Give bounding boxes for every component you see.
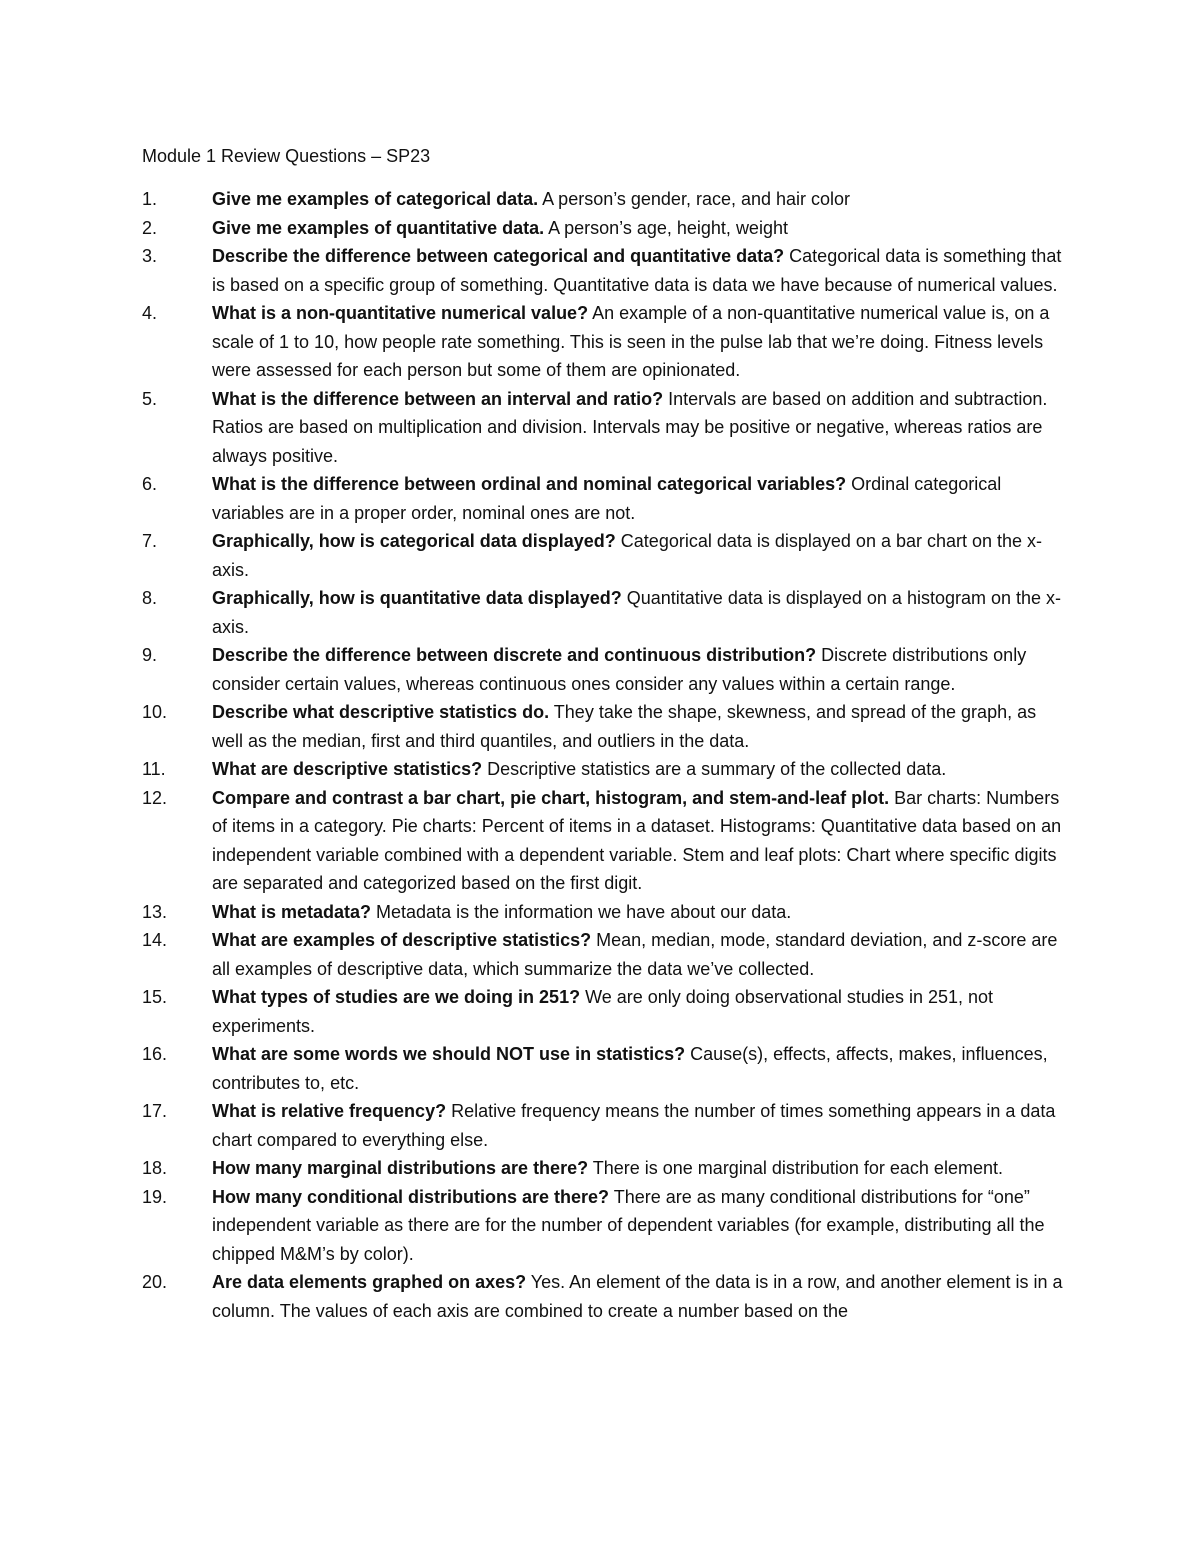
question-item (0, 1040, 1067, 1097)
question-item (0, 1097, 1067, 1154)
answer-text: They take the shape, skewness, and spread of the graph, as well as the median, first and third quantiles, and outliers in the data. (212, 702, 1037, 751)
question-number: 2. (142, 217, 158, 238)
question-item (0, 385, 1067, 471)
question-item (0, 1183, 1067, 1269)
question-number: 11. (142, 759, 166, 779)
question-text: Are data elements graphed on axes? (212, 1272, 527, 1292)
answer-text: Ordinal categorical variables are in a proper order, nominal ones are not. (212, 474, 1002, 523)
question-text: Give me examples of quantitative data. (212, 217, 545, 238)
question-text: What types of studies are we doing in 251? (212, 987, 581, 1007)
answer-text: Intervals are based on addition and subtraction. Ratios are based on multiplication and division. Intervals may be positive or negative, whereas ratios are always positive. (212, 388, 1048, 466)
answer-text: Cause(s), effects, affects, makes, influences, contributes to, etc. (212, 1044, 1048, 1093)
question-item (0, 926, 1067, 983)
answer-text: Metadata is the information we have about our data. (371, 901, 792, 922)
answer-text: There are as many conditional distributions for “one” independent variable as there are for the number of dependent variables (for example, distributing all the chipped M&M’s by color). (212, 1186, 1045, 1264)
question-item (0, 641, 1067, 698)
answer-text: There is one marginal distribution for each element. (588, 1158, 1003, 1178)
question-text: How many marginal distributions are there? (212, 1158, 589, 1178)
question-number: 12. (142, 787, 168, 808)
question-number: 20. (142, 1272, 168, 1292)
question-text: Compare and contrast a bar chart, pie chart, histogram, and stem-and-leaf plot. (212, 787, 890, 808)
answer-text: Quantitative data is displayed on a histogram on the x-axis. (212, 588, 1062, 637)
question-number: 13. (142, 901, 168, 922)
question-number: 15. (142, 987, 168, 1007)
answer-text: Discrete distributions only consider certain values, whereas continuous ones consider any values within a certain range. (212, 645, 1027, 694)
question-item (0, 214, 1067, 243)
question-item (0, 983, 1067, 1040)
question-text: What are some words we should NOT use in statistics? (212, 1044, 686, 1064)
question-item (0, 584, 1067, 641)
answer-text: Relative frequency means the number of times something appears in a data chart compared to everything else. (212, 1101, 1056, 1150)
question-item (0, 755, 1067, 784)
question-number: 8. (142, 588, 158, 608)
question-text: What is the difference between an interval and ratio? (212, 388, 664, 409)
question-number: 17. (142, 1101, 168, 1121)
question-number: 7. (142, 531, 158, 551)
question-item (0, 1154, 1067, 1183)
question-number: 14. (142, 930, 168, 950)
question-item (0, 470, 1067, 527)
answer-text: We are only doing observational studies in 251, not experiments. (212, 987, 994, 1036)
question-list (0, 185, 1200, 1325)
question-item (0, 698, 1067, 755)
answer-text: Categorical data is something that is based on a specific group of something. Quantitative data is data we have because of numerical values. (212, 246, 1062, 295)
question-number: 3. (142, 246, 158, 266)
question-number: 9. (142, 645, 158, 665)
question-number: 6. (142, 474, 158, 494)
question-text: Give me examples of categorical data. (212, 189, 539, 209)
question-text: How many conditional distributions are there? (212, 1186, 610, 1207)
answer-text: A person’s age, height, weight (544, 217, 788, 238)
question-text: Describe the difference between categorical and quantitative data? (212, 246, 785, 266)
question-item (0, 1268, 1067, 1325)
question-number: 10. (142, 702, 168, 722)
question-number: 18. (142, 1158, 168, 1178)
question-text: What are descriptive statistics? (212, 759, 483, 779)
question-text: What is a non-quantitative numerical value? (212, 303, 589, 323)
question-number: 4. (142, 303, 158, 323)
page-title: Module 1 Review Questions – SP23 (142, 146, 431, 166)
question-text: Describe what descriptive statistics do. (212, 702, 550, 722)
answer-text: Categorical data is displayed on a bar chart on the x-axis. (212, 531, 1043, 580)
question-number: 16. (142, 1044, 168, 1064)
answer-text: Descriptive statistics are a summary of the collected data. (482, 759, 947, 779)
answer-text: An example of a non-quantitative numerical value is, on a scale of 1 to 10, how people rate something. This is seen in the pulse lab that we’re doing. Fitness levels were assessed for each person but some of them are opinionated. (212, 303, 1050, 380)
question-text: What is the difference between ordinal and nominal categorical variables? (212, 474, 847, 494)
question-number: 5. (142, 388, 158, 409)
question-text: Graphically, how is quantitative data displayed? (212, 588, 622, 608)
question-item (0, 242, 1067, 299)
question-item (0, 784, 1067, 898)
question-text: Describe the difference between discrete and continuous distribution? (212, 645, 817, 665)
question-item (0, 185, 1067, 214)
answer-text: Bar charts: Numbers of items in a category. Pie charts: Percent of items in a dataset. Histograms: Quantitative data based on an independent variable combined with a dependent variable. Stem and leaf plots: Chart where specific digits are separated and categorized based on the first digit. (212, 787, 1062, 893)
question-number: 1. (142, 189, 158, 209)
question-number: 19. (142, 1186, 168, 1207)
question-item (0, 527, 1067, 584)
question-text: What is relative frequency? (212, 1101, 447, 1121)
answer-text: Yes. An element of the data is in a row, and another element is in a column. The values of each axis are combined to create a number based on the (212, 1272, 1063, 1321)
question-item (0, 898, 1067, 927)
question-text: What are examples of descriptive statistics? (212, 930, 592, 950)
question-text: Graphically, how is categorical data displayed? (212, 531, 616, 551)
question-text: What is metadata? (212, 901, 372, 922)
question-item (0, 299, 1067, 385)
answer-text: Mean, median, mode, standard deviation, and z-score are all examples of descriptive data, which summarize the data we’ve collected. (212, 930, 1058, 979)
answer-text: A person’s gender, race, and hair color (538, 189, 851, 209)
